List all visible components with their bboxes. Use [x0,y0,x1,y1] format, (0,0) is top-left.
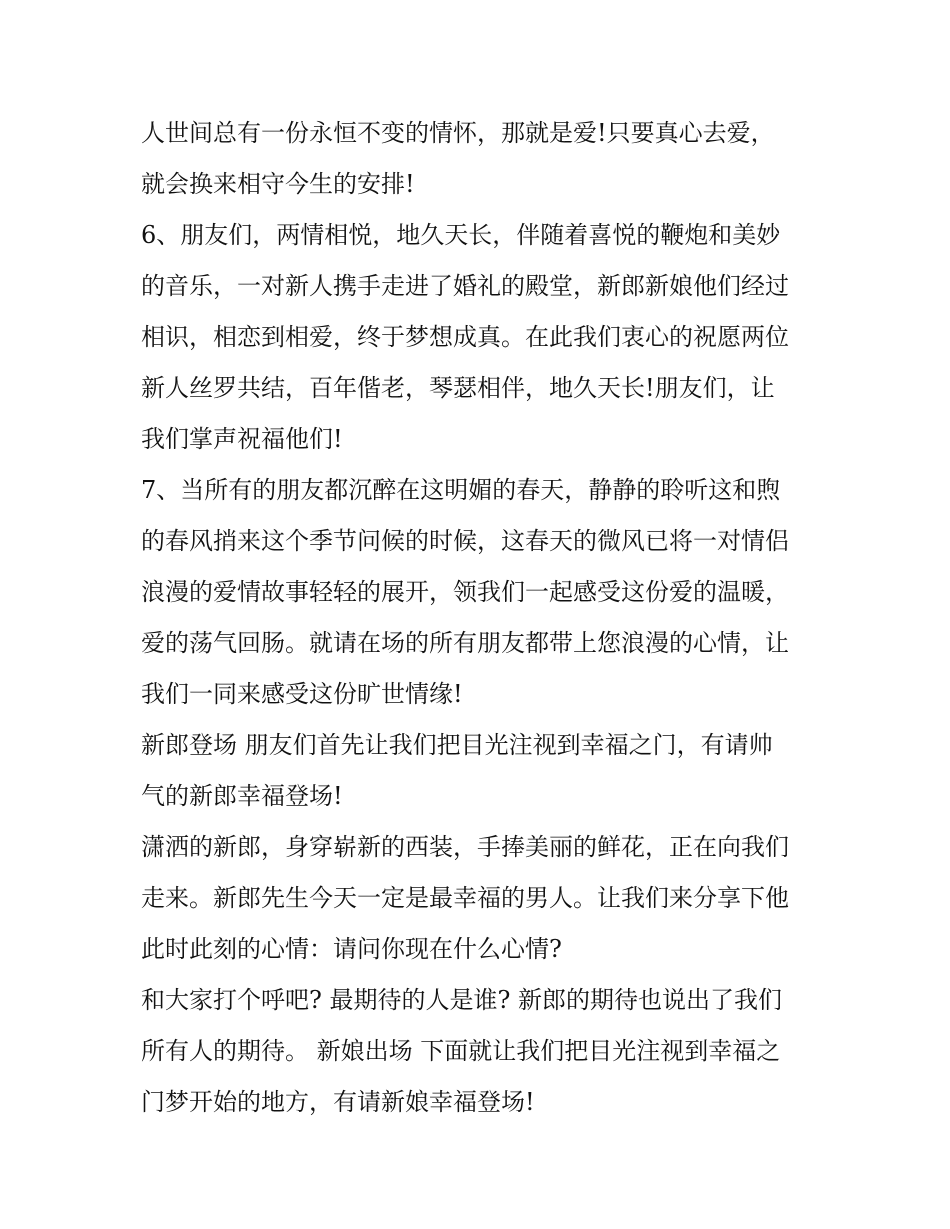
text-line: 潇洒的新郎，身穿崭新的西装，手捧美丽的鲜花，正在向我们 [141,833,789,861]
text-line: 人世间总有一份永恒不变的情怀，那就是爱!只要真心去爱， [141,119,775,147]
text-line: 6、朋友们，两情相悦，地久天长，伴随着喜悦的鞭炮和美妙 [141,221,781,249]
text-line: 新人丝罗共结，百年偕老，琴瑟相伴，地久天长!朋友们，让 [141,374,775,402]
text-line: 和大家打个呼吧? 最期待的人是谁? 新郎的期待也说出了我们 [141,986,782,1014]
text-line: 就会换来相守今生的安排! [141,170,415,198]
document-body [141,108,821,1128]
text-line: 相识，相恋到相爱，终于梦想成真。在此我们衷心的祝愿两位 [141,323,789,351]
text-line: 我们掌声祝福他们! [141,425,343,453]
text-line: 走来。新郎先生今天一定是最幸福的男人。让我们来分享下他 [141,884,789,912]
text-line: 气的新郎幸福登场! [141,782,343,810]
text-line: 所有人的期待。 新娘出场 下面就让我们把目光注视到幸福之 [141,1037,781,1065]
text-line: 门梦开始的地方，有请新娘幸福登场! [141,1088,535,1116]
text-line: 浪漫的爱情故事轻轻的展开，领我们一起感受这份爱的温暖， [141,578,789,606]
text-line: 爱的荡气回肠。就请在场的所有朋友都带上您浪漫的心情，让 [141,629,789,657]
text-line: 我们一同来感受这份旷世情缘! [141,680,463,708]
text-line: 此时此刻的心情：请问你现在什么心情? [141,935,562,963]
text-line: 的春风捎来这个季节问候的时候，这春天的微风已将一对情侣 [141,527,789,555]
text-line: 新郎登场 朋友们首先让我们把目光注视到幸福之门，有请帅 [141,731,773,759]
text-line: 的音乐，一对新人携手走进了婚礼的殿堂，新郎新娘他们经过 [141,272,789,300]
text-line: 7、当所有的朋友都沉醉在这明媚的春天，静静的聆听这和煦 [141,476,781,504]
